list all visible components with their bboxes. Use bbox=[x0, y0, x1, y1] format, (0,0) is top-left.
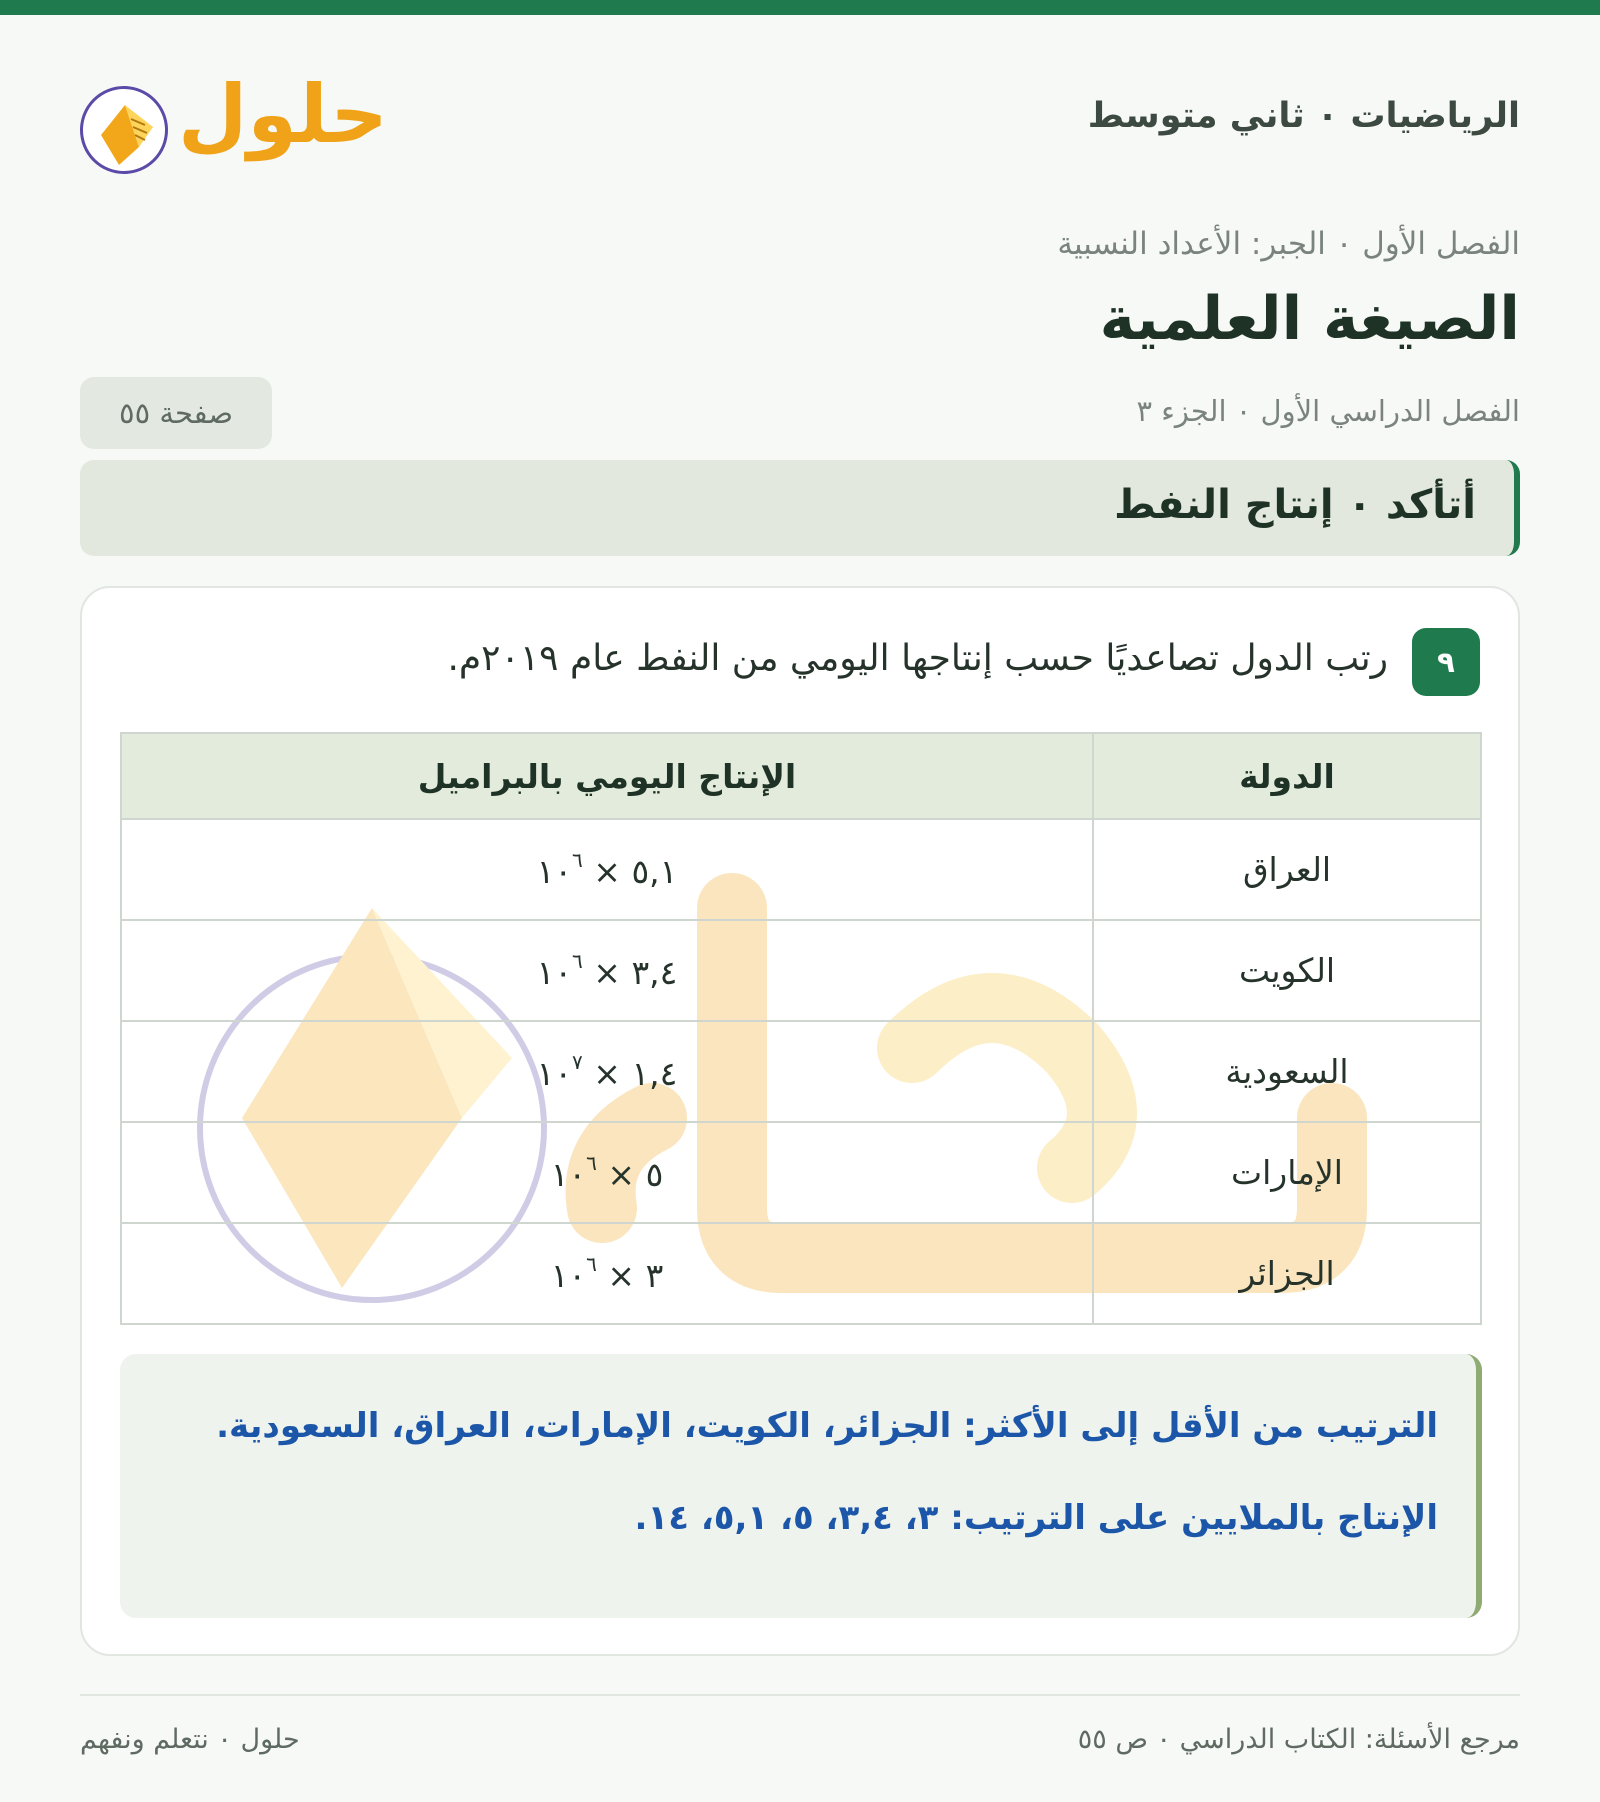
top-accent-bar bbox=[0, 0, 1600, 15]
term-label: الفصل الدراسي الأول ٠ الجزء ٣ bbox=[1136, 394, 1520, 428]
footer-reference: مرجع الأسئلة: الكتاب الدراسي ٠ ص ٥٥ bbox=[1077, 1724, 1520, 1755]
footer-divider bbox=[80, 1694, 1520, 1696]
question-text: رتب الدول تصاعديًا حسب إنتاجها اليومي من النفط عام ٢٠١٩م. bbox=[447, 638, 1388, 679]
oil-production-table bbox=[120, 732, 1482, 1325]
answer-box bbox=[120, 1354, 1482, 1618]
production-cell: ٣,٤ × $١٠^٦$ bbox=[121, 920, 1093, 1021]
column-header-country: الدولة bbox=[1093, 733, 1481, 819]
table-row bbox=[121, 819, 1481, 920]
table-row bbox=[121, 1223, 1481, 1324]
table-row bbox=[121, 1122, 1481, 1223]
table-row bbox=[121, 920, 1481, 1021]
answer-values-text: الإنتاج بالملايين على الترتيب: ٣، ٣,٤، ٥، ٥,١، ١٤. bbox=[634, 1498, 1438, 1538]
production-cell: ٥,١ × $١٠^٦$ bbox=[121, 819, 1093, 920]
country-cell: الإمارات bbox=[1093, 1122, 1481, 1223]
page-title: الصيغة العلمية bbox=[1099, 284, 1520, 354]
section-title: أتأكد ٠ إنتاج النفط bbox=[1114, 482, 1476, 528]
column-header-production: الإنتاج اليومي بالبراميل bbox=[121, 733, 1093, 819]
table-row bbox=[121, 1021, 1481, 1122]
production-cell: ٥ × $١٠^٦$ bbox=[121, 1122, 1093, 1223]
breadcrumb[interactable]: الفصل الأول ٠ الجبر: الأعداد النسبية bbox=[1057, 226, 1520, 262]
subject-title: الرياضيات ٠ ثاني متوسط bbox=[1087, 96, 1520, 136]
country-cell: الجزائر bbox=[1093, 1223, 1481, 1324]
production-cell: ٣ × $١٠^٦$ bbox=[121, 1223, 1093, 1324]
book-icon bbox=[80, 86, 168, 174]
footer-brand[interactable]: حلول ٠ نتعلم ونفهم bbox=[80, 1724, 300, 1755]
country-cell: السعودية bbox=[1093, 1021, 1481, 1122]
country-cell: الكويت bbox=[1093, 920, 1481, 1021]
site-logo[interactable] bbox=[80, 64, 388, 176]
section-banner bbox=[80, 460, 1520, 556]
question-card bbox=[80, 586, 1520, 1656]
question-number-badge: ٩ bbox=[1412, 628, 1480, 696]
production-cell: ١,٤ × $١٠^٧$ bbox=[121, 1021, 1093, 1122]
country-cell: العراق bbox=[1093, 819, 1481, 920]
logo-wordmark: حلول bbox=[178, 68, 388, 161]
answer-order-text: الترتيب من الأقل إلى الأكثر: الجزائر، الكويت، الإمارات، العراق، السعودية. bbox=[216, 1406, 1438, 1446]
table-header-row bbox=[121, 733, 1481, 819]
page-number-chip: صفحة ٥٥ bbox=[80, 377, 272, 449]
